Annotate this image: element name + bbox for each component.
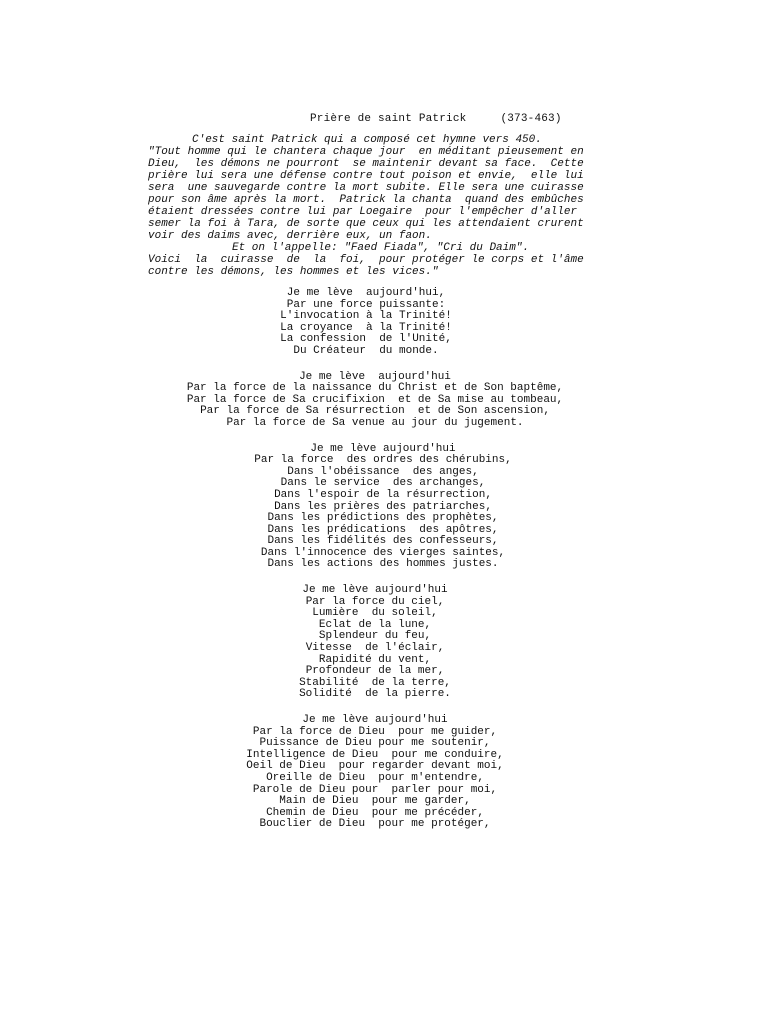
intro-line: pour son âme après la mort. Patrick la chanta quand des embûches — [148, 194, 584, 206]
intro-line: étaient dressées contre lui par Loegaire pour l'empêcher d'aller — [148, 206, 578, 218]
verse-line: Par la force de la naissance du Christ et de Son baptême, — [186, 382, 564, 395]
verse-line: Par la force de Sa résurrection et de Son ascension, — [200, 405, 550, 418]
intro-line: C'est saint Patrick qui a composé cet hymne vers 450. — [192, 134, 542, 146]
verse-line: Oreille de Dieu pour m'entendre, — [266, 771, 484, 784]
verse-line: Chemin de Dieu pour me précéder, — [266, 806, 484, 819]
verse-line: Stabilité de la terre, — [299, 676, 451, 689]
verse-line: Main de Dieu pour me garder, — [279, 795, 471, 808]
intro-line: semer la foi à Tara, de sorte que ceux qui les attendaient crurent — [148, 218, 584, 230]
verse-line: Dans l'espoir de la résurrection, — [274, 488, 492, 501]
verse-line: Dans le service des archanges, — [280, 477, 486, 490]
verse-line: Lumière du soleil, — [312, 607, 438, 620]
verse-line: Par une force puissante: — [286, 298, 446, 311]
verse-line: Oeil de Dieu pour regarder devant moi, — [246, 760, 504, 773]
verse-line: Dans les prières des patriarches, — [274, 500, 492, 513]
verse-line: Puissance de Dieu pour me soutenir, — [259, 737, 491, 750]
verse-line: La croyance à la Trinité! — [280, 321, 452, 334]
verse-line: Dans les actions des hommes justes. — [267, 558, 499, 571]
verse-line: L'invocation à la Trinité! — [280, 310, 452, 323]
verse-line: Dans l'innocence des vierges saintes, — [260, 546, 506, 559]
prayer-dates: (373-463) — [500, 113, 562, 125]
verse-line: Par la force du ciel, — [305, 595, 445, 608]
verse-line: Profondeur de la mer, — [305, 665, 445, 678]
intro-line: sera une sauvegarde contre la mort subite. Elle sera une cuirasse — [148, 182, 584, 194]
verse-line: Intelligence de Dieu pour me conduire, — [246, 748, 504, 761]
verse-line: Splendeur du feu, — [318, 630, 432, 643]
verse-line: Par la force de Sa crucifixion et de Sa mise au tombeau, — [186, 393, 564, 406]
document-title-line — [310, 113, 562, 125]
stanza — [122, 288, 610, 358]
verse-line: La confession de l'Unité, — [280, 333, 452, 346]
verse-line: Dans les prédictions des prophètes, — [267, 512, 499, 525]
intro-line: prière lui sera une défense contre tout poison et envie, elle lui — [148, 170, 584, 182]
prayer-title: Prière de saint Patrick — [310, 113, 467, 125]
verse-line: Je me lève aujourd'hui — [302, 714, 448, 726]
intro-line: Et on l'appelle: "Faed Fiada", "Cri du Daim". — [232, 242, 530, 254]
verse-line: Je me lève aujourd'hui — [299, 370, 451, 383]
verse-line: Je me lève aujourd'hui, — [286, 287, 446, 299]
stanza — [140, 372, 610, 430]
intro-line: "Tout homme qui le chantera chaque jour en méditant pieusement en — [148, 146, 584, 158]
stanza — [140, 585, 610, 701]
verse-line: Eclat de la lune, — [318, 618, 432, 631]
introduction-paragraph — [148, 134, 608, 278]
verse-line: Dans les fidélités des confesseurs, — [267, 535, 499, 548]
verse-line: Je me lève aujourd'hui — [310, 442, 456, 455]
verse-line: Par la force des ordres des chérubins, — [254, 454, 512, 467]
intro-line: Dieu, les démons ne pourront se maintenir devant sa face. Cette — [148, 158, 584, 170]
verse-line: Rapidité du vent, — [318, 653, 432, 666]
stanza — [156, 444, 610, 572]
verse-line: Parole de Dieu pour parler pour moi, — [252, 783, 498, 796]
verse-line: Dans les prédications des apôtres, — [267, 523, 499, 536]
intro-line: Voici la cuirasse de la foi, pour protéger le corps et l'âme — [148, 254, 584, 266]
verse-line: Je me lève aujourd'hui — [302, 584, 448, 597]
stanza — [140, 715, 610, 831]
intro-line: voir des daims avec, derrière eux, un faon. — [148, 230, 432, 242]
intro-line: contre les démons, les hommes et les vices." — [148, 266, 439, 278]
prayer-stanzas — [140, 288, 610, 845]
verse-line: Vitesse de l'éclair, — [305, 642, 445, 655]
verse-line: Par la force de Dieu pour me guider, — [252, 725, 498, 738]
verse-line: Par la force de Sa venue au jour du jugement. — [226, 416, 524, 429]
verse-line: Bouclier de Dieu pour me protéger, — [259, 818, 491, 831]
verse-line: Du Créateur du monde. — [293, 344, 439, 357]
verse-line: Dans l'obéissance des anges, — [287, 465, 479, 478]
verse-line: Solidité de la pierre. — [299, 688, 451, 701]
